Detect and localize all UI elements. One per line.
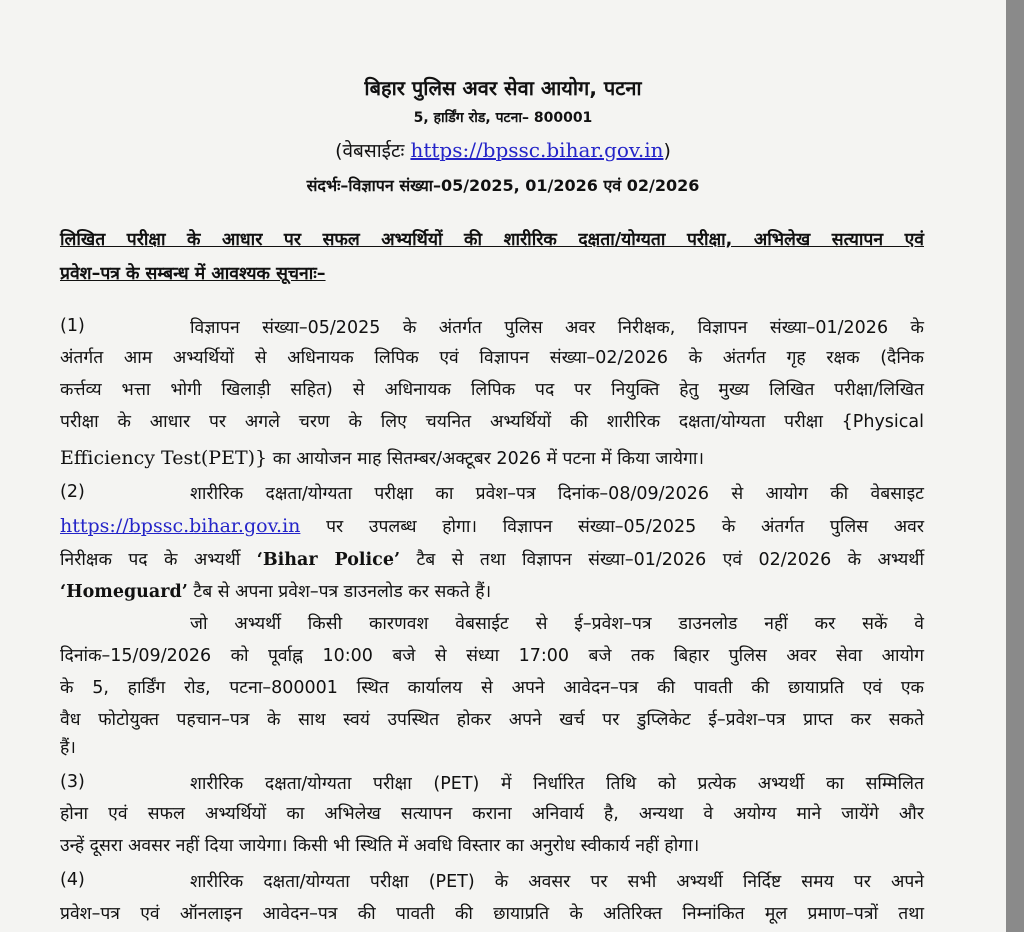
para-2-line: के 5, हार्डिंग रोड, पटना–800001 स्थित कार्यालय से अपने आवेदन–पत्र की पावती की छायाप्रति एवं एक (60, 678, 924, 698)
reference-line: संदर्भः–विज्ञापन संख्या–05/2025, 01/2026 एवं 02/2026 (306, 176, 700, 195)
organization-title: बिहार पुलिस अवर सेवा आयोग, पटना (364, 76, 642, 100)
para-3-line: होना एवं सफल अभ्यर्थियों का अभिलेख सत्यापन कराना अनिवार्य है, अन्यथा वे अयोग्य माने जायेंगे और (60, 804, 924, 824)
para-2-line: वैध फोटोयुक्त पहचान–पत्र के साथ स्वयं उपस्थित होकर अपने खर्च पर डुप्लिकेट ई–प्रवेश–पत्र प्राप्त कर सकते (60, 710, 924, 730)
para-2-line: शारीरिक दक्षता/योग्यता परीक्षा का प्रवेश–पत्र दिनांक–08/09/2026 से आयोग की वेबसाइट (190, 484, 924, 504)
website-link[interactable]: https://bpssc.bihar.gov.in (410, 138, 664, 162)
para-2-line: निरीक्षक पद के अभ्यर्थी ‘Bihar Police’ टैब से तथा विज्ञापन संख्या–01/2026 एवं 02/2026 के अभ्यर्थी (60, 550, 924, 570)
para-1-line: Efficiency Test(PET)} का आयोजन माह सितम्बर/अक्टूबर 2026 में पटना में किया जायेगा। (60, 447, 705, 469)
para-1-line: कर्त्तव्य भत्ता भोगी खिलाड़ी सहित) से अधिनायक लिपिक पद पर नियुक्ति हेतु मुख्य लिखित परीक्षा/लिखित (60, 380, 924, 400)
subject-line-1: लिखित परीक्षा के आधार पर सफल अभ्यर्थियों की शारीरिक दक्षता/योग्यता परीक्षा, अभिलेख सत्यापन एवं (60, 230, 924, 250)
para-3-line: शारीरिक दक्षता/योग्यता परीक्षा (PET) में निर्धारित तिथि को प्रत्येक अभ्यर्थी का सम्मिलित (190, 774, 924, 794)
bihar-police-tab-label: ‘Bihar Police’ (256, 550, 401, 570)
page-edge (1006, 0, 1024, 932)
para-2-line: दिनांक–15/09/2026 को पूर्वाह्न 10:00 बजे से संध्या 17:00 बजे तक बिहार पुलिस अवर सेवा आयोग (60, 646, 924, 666)
para-2-number: (2) (60, 482, 85, 502)
subject-line-2: प्रवेश–पत्र के सम्बन्ध में आवश्यक सूचनाः– (60, 264, 326, 284)
para-2-line: https://bpssc.bihar.gov.in पर उपलब्ध होगा। विज्ञापन संख्या–05/2025 के अंतर्गत पुलिस अवर (60, 515, 924, 537)
para-2-line: ‘Homeguard’ टैब से अपना प्रवेश–पत्र डाउनलोड कर सकते हैं। (60, 582, 492, 602)
para-1-number: (1) (60, 316, 85, 336)
para-4-line: प्रवेश–पत्र एवं ऑनलाइन आवेदन–पत्र की पावती की छायाप्रति के अतिरिक्त निम्नांकित मूल प्रमाण–पत्रों तथा (60, 904, 924, 924)
website-line: (वेबसाईटः https://bpssc.bihar.gov.in) (335, 138, 671, 162)
para-3-line: उन्हें दूसरा अवसर नहीं दिया जायेगा। किसी भी स्थिति में अवधि विस्तार का अनुरोध स्वीकार्य नहीं होगा। (60, 836, 700, 856)
office-address: 5, हार्डिंग रोड, पटना– 800001 (413, 110, 593, 126)
para-1-line: अंतर्गत आम अभ्यर्थियों से अधिनायक लिपिक एवं विज्ञापन संख्या–02/2026 के अंतर्गत गृह रक्षक (दैनिक (60, 348, 924, 368)
para-3-number: (3) (60, 772, 85, 792)
homeguard-tab-label: ‘Homeguard’ (60, 582, 188, 602)
para-1-line: विज्ञापन संख्या–05/2025 के अंतर्गत पुलिस अवर निरीक्षक, विज्ञापन संख्या–01/2026 के (190, 318, 924, 338)
para-2-line: जो अभ्यर्थी किसी कारणवश वेबसाईट से ई–प्रवेश–पत्र डाउनलोड नहीं कर सकें वे (190, 614, 924, 634)
website-link[interactable]: https://bpssc.bihar.gov.in (60, 515, 301, 537)
para-1-line: परीक्षा के आधार पर अगले चरण के लिए चयनित अभ्यर्थियों की शारीरिक दक्षता/योग्यता परीक्षा {Physical (60, 412, 924, 432)
para-2-line: हैं। (60, 738, 76, 758)
para-4-line: शारीरिक दक्षता/योग्यता परीक्षा (PET) के अवसर पर सभी अभ्यर्थी निर्दिष्ट समय पर अपने (190, 872, 924, 892)
para-4-number: (4) (60, 870, 85, 890)
